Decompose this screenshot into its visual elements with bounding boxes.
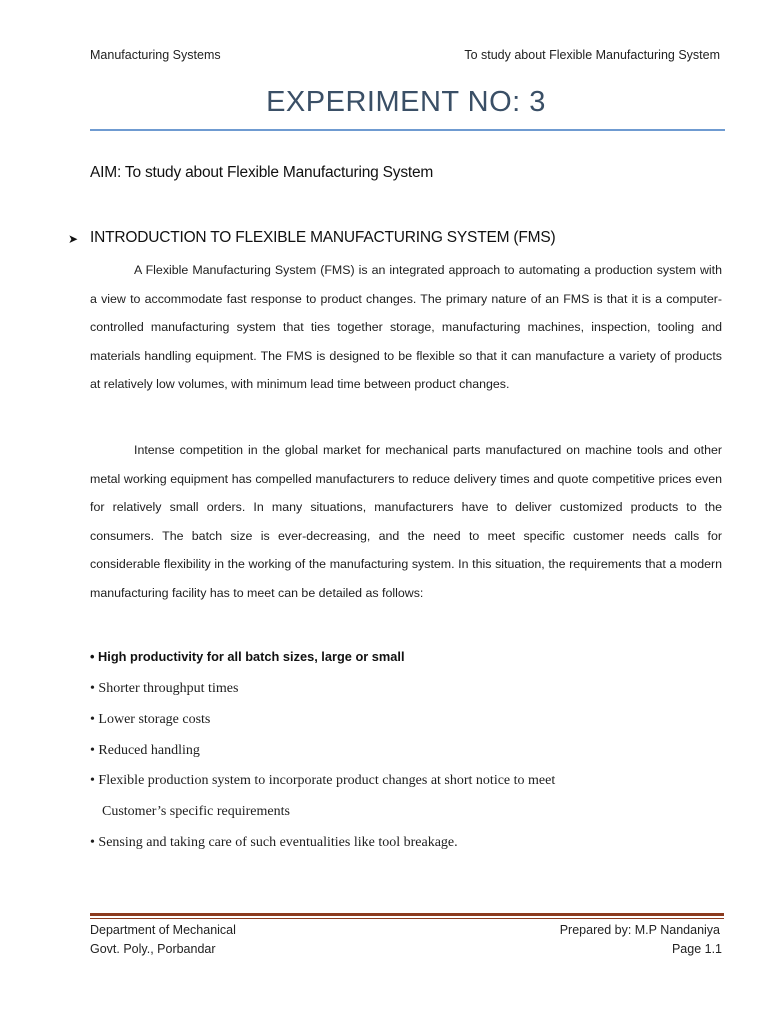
requirement-item: • Sensing and taking care of such eventualities like tool breakage. (90, 835, 458, 850)
footer-divider-thick (90, 913, 724, 916)
page-title: EXPERIMENT NO: 3 (266, 86, 546, 118)
requirement-item: • Reduced handling (90, 743, 200, 758)
requirement-item: • High productivity for all batch sizes, large or small (90, 649, 405, 664)
footer-prepared-by: Prepared by: M.P Nandaniya (559, 923, 720, 937)
intro-paragraph-1: A Flexible Manufacturing System (FMS) is an integrated approach to automating a production system with a view to accommodate fast response to product changes. The primary nature of an FMS is that it is a computer-controlled manufacturing system that ties together storage, manufacturing machines, inspection, tooling and materials handling equipment. The FMS is designed to be flexible so that it can manufacture a variety of products at relatively low volumes, with minimum lead time between product changes. (90, 263, 722, 392)
footer-divider-thin (90, 918, 724, 919)
section-heading: INTRODUCTION TO FLEXIBLE MANUFACTURING SYSTEM (FMS) (90, 229, 556, 246)
arrow-bullet-icon: ➤ (68, 232, 79, 246)
intro-paragraph-2: Intense competition in the global market for mechanical parts manufactured on machine tools and other metal working equipment has compelled manufacturers to reduce delivery times and quote competitive prices even for relatively small orders. In many situations, manufacturers have to deliver customized products to the consumers. The batch size is ever-decreasing, and the need to meet specific customer needs calls for considerable flexibility in the working of the manufacturing system. In this situation, the requirements that a modern manufacturing facility has to meet can be detailed as follows: (90, 443, 722, 600)
requirement-item-continuation: Customer’s specific requirements (102, 804, 290, 819)
requirement-item: • Flexible production system to incorporate product changes at short notice to meet (90, 773, 556, 788)
header-left-text: Manufacturing Systems (90, 48, 221, 62)
title-divider (90, 129, 725, 131)
requirement-item: • Shorter throughput times (90, 681, 239, 696)
header-right-text: To study about Flexible Manufacturing System (464, 48, 720, 62)
requirement-item: • Lower storage costs (90, 712, 211, 727)
footer-page-number: Page 1.1 (671, 942, 722, 956)
footer-college: Govt. Poly., Porbandar (90, 942, 216, 956)
footer-department: Department of Mechanical (90, 923, 236, 937)
aim-statement: AIM: To study about Flexible Manufacturing System (90, 164, 434, 181)
